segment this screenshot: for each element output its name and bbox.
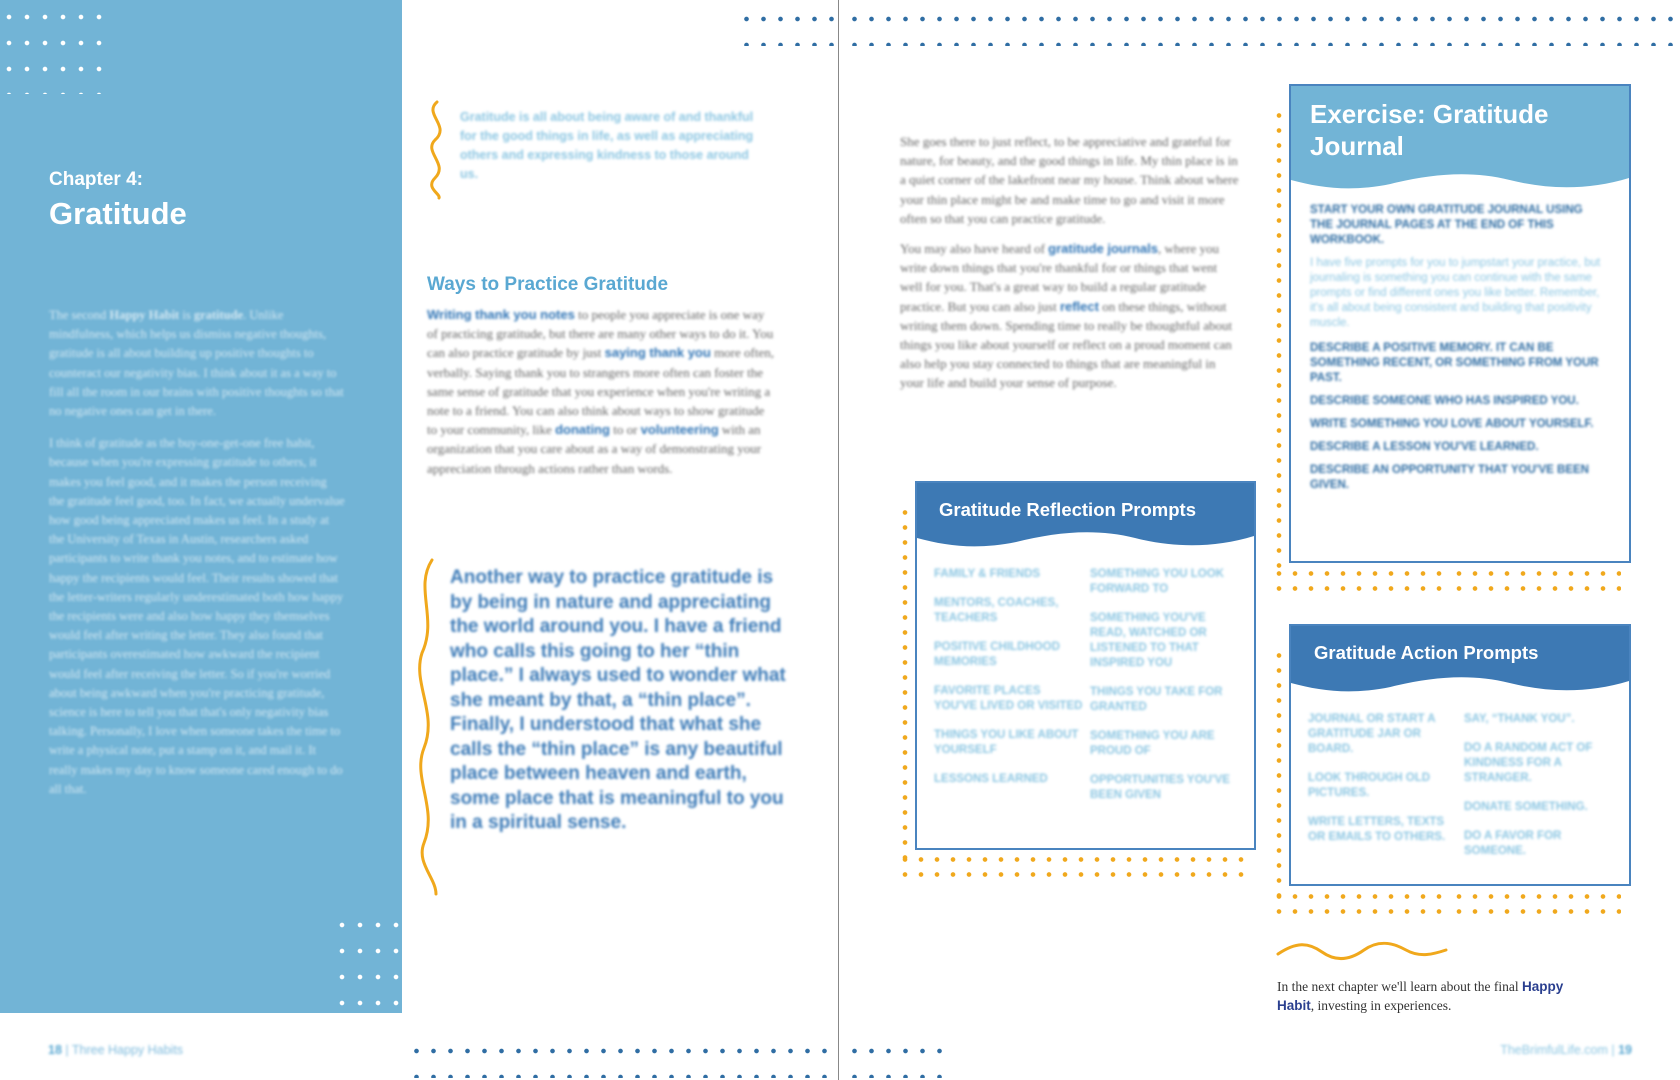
intro-quote: Gratitude is all about being aware of and thankful for the good things in life, as well as appreciating others and expressing kindness to those around us.	[460, 110, 754, 181]
body-paragraph-1: She goes there to just reflect, to be appreciative and grateful for nature, for beauty, and the good things in life. My thin place is in a quiet corner of the lakefront near my house. Think about where your thin place might be and make time to go and visit it more often so that you can practice gratitude.	[900, 134, 1239, 226]
chapter-intro-text	[49, 306, 345, 812]
list-item: OPPORTUNITIES YOU'VE BEEN GIVEN	[1090, 774, 1230, 801]
wave-decoration	[1291, 172, 1629, 190]
squiggle-decoration	[425, 100, 449, 200]
action-prompts-box	[1289, 624, 1631, 886]
pull-quote: Another way to practice gratitude is by being in nature and appreciating the world around you. I have a friend who calls this going to her “thin place.” I always used to wonder what she meant by that, a “thin place”. Finally, I understood that what she calls the “thin place” is any beautiful place between heaven and earth, some place that is meaningful to you in a spiritual sense.	[450, 567, 786, 833]
journal-box-header	[1291, 86, 1629, 173]
action-col-1	[1308, 712, 1458, 859]
orange-dots-bottom-action-2	[1451, 889, 1621, 921]
dot-pattern-top	[0, 4, 108, 94]
list-item: JOURNAL OR START A GRATITUDE JAR OR BOARD.	[1308, 713, 1436, 755]
action-box-header	[1291, 626, 1629, 676]
reflection-col-1	[934, 567, 1084, 801]
page-number: 19	[1618, 1043, 1632, 1057]
list-item: POSITIVE CHILDHOOD MEMORIES	[934, 641, 1060, 668]
orange-dots-bottom-2	[1073, 852, 1249, 884]
page-number: 18	[48, 1043, 62, 1057]
reflection-box-title: Gratitude Reflection Prompts	[939, 499, 1196, 520]
journal-note: I have five prompts for you to jumpstart your practice, but journaling is something you can continue with the same prompts or find different ones you like better. Remember, it's all about being consistent and building that positivity muscle.	[1310, 257, 1601, 329]
list-item: DESCRIBE A LESSON YOU'VE LEARNED.	[1310, 441, 1539, 453]
chapter-label: Chapter 4:	[49, 169, 143, 190]
list-item: THINGS YOU TAKE FOR GRANTED	[1090, 686, 1223, 713]
list-item: THINGS YOU LIKE ABOUT YOURSELF	[934, 729, 1079, 756]
list-item: DO A FAVOR FOR SOMEONE.	[1464, 830, 1562, 857]
list-item: DESCRIBE AN OPPORTUNITY THAT YOU'VE BEEN GIVEN.	[1310, 464, 1589, 491]
reflection-prompts-box	[915, 481, 1256, 850]
orange-dots-left-action	[1271, 648, 1289, 898]
orange-dots-left	[897, 505, 915, 865]
reflection-col-2	[1090, 567, 1240, 817]
list-item: SOMETHING YOU'VE READ, WATCHED OR LISTENED TO THAT INSPIRED YOU	[1090, 612, 1207, 669]
list-item: SOMETHING YOU ARE PROUD OF	[1090, 730, 1215, 757]
list-item: SOMETHING YOU LOOK FORWARD TO	[1090, 568, 1224, 595]
site-name: TheBrimfulLife.com	[1500, 1043, 1608, 1057]
list-item: WRITE SOMETHING YOU LOVE ABOUT YOURSELF.	[1310, 418, 1594, 430]
right-body-text	[900, 132, 1240, 404]
list-item: DESCRIBE A POSITIVE MEMORY. IT CAN BE SOMETHING RECENT, OR SOMETHING FROM YOUR PAST.	[1310, 342, 1599, 384]
orange-dots-bottom-action	[1271, 889, 1451, 921]
journal-content	[1310, 203, 1606, 501]
list-item: WRITE LETTERS, TEXTS OR EMAILS TO OTHERS.	[1308, 816, 1446, 843]
footer-left: 18 | Three Happy Habits	[48, 1043, 184, 1057]
closing-text: In the next chapter we'll learn about the final Happy Habit, investing in experiences.	[1277, 979, 1564, 1013]
list-item: SAY, “THANK YOU”.	[1464, 713, 1575, 725]
list-item: FAVORITE PLACES YOU'VE LIVED OR VISITED	[934, 685, 1083, 712]
journal-box-title: Exercise: Gratitude Journal	[1310, 99, 1549, 161]
orange-dots-bottom-journal	[1271, 566, 1451, 598]
list-item: LOOK THROUGH OLD PICTURES.	[1308, 772, 1431, 799]
squiggle-decoration	[1276, 940, 1448, 962]
action-box-title: Gratitude Action Prompts	[1314, 642, 1539, 663]
squiggle-decoration-long	[414, 558, 440, 898]
body-paragraph-2: You may also have heard of gratitude journals, where you write down things that you're thankful for or things that went well for you. That's a great way to build a regular gratitude practice. But you can also just reflect on these things, without writing them down. Spending time to really be thoughtful about things you like about yourself or reflect on a proud moment can also help you stay connected to things that are meaningful in your life and build your sense of purpose.	[900, 241, 1233, 391]
dot-pattern-footer	[846, 1038, 946, 1078]
section-body: Writing thank you notes to people you appreciate is one way of practicing gratitude, but there are many other ways to do it. You can also practice gratitude by just saying thank you more often, verbally. Saying thank you to strangers more often can foster the same sense of gratitude that you experience when you're writing a note to a friend. You can also think about ways to show gratitude to your community, like donating to or volunteering with an organization that you care about as a way of demonstrating your appreciation through actions rather than words.	[427, 307, 774, 476]
footer-right: TheBrimfulLife.com | 19	[1500, 1043, 1632, 1057]
list-item: FAMILY & FRIENDS	[934, 568, 1041, 580]
dot-pattern-bottom	[333, 912, 403, 1008]
panel-paragraph-1: The second Happy Habit is gratitude. Unlike mindfulness, which helps us dismiss negative thoughts, gratitude is all about building up positive thoughts to counteract our negativity bias. I think about it as a way to fill all the room in our brains with positive thoughts so that no negative ones can get in there.	[49, 308, 344, 419]
list-item: LESSONS LEARNED	[934, 773, 1048, 785]
right-page	[840, 0, 1680, 1080]
book-title: Three Happy Habits	[71, 1043, 184, 1057]
dot-pattern-footer	[408, 1038, 838, 1078]
dot-pattern-top-right	[738, 6, 838, 46]
list-item: MENTORS, COACHES, TEACHERS	[934, 597, 1059, 624]
journal-exercise-box	[1289, 84, 1631, 563]
wave-decoration	[917, 530, 1254, 548]
orange-dots-left-journal	[1271, 108, 1289, 578]
dot-pattern-top	[846, 6, 1680, 46]
journal-intro: START YOUR OWN GRATITUDE JOURNAL USING THE JOURNAL PAGES AT THE END OF THIS WORKBOOK.	[1310, 204, 1583, 246]
orange-dots-bottom	[897, 852, 1073, 884]
left-page	[0, 0, 839, 1080]
wave-decoration	[1291, 675, 1629, 693]
chapter-title: Gratitude	[49, 196, 187, 231]
section-heading: Ways to Practice Gratitude	[427, 274, 669, 295]
orange-dots-bottom-journal-2	[1451, 566, 1621, 598]
action-col-2	[1464, 712, 1614, 873]
reflection-box-header	[917, 483, 1254, 531]
chapter-panel	[0, 0, 402, 1013]
list-item: DO A RANDOM ACT OF KINDNESS FOR A STRANGER.	[1464, 742, 1593, 784]
list-item: DONATE SOMETHING.	[1464, 801, 1588, 813]
panel-paragraph-2: I think of gratitude as the buy-one-get-one free habit, because when you're expressing gratitude to others, it makes you feel good, and it makes the person receiving the gratitude feel good, too. In fact, we actually undervalue how good being appreciated makes us feel. In a study at the University of Texas in Austin, researchers asked participants to write thank you notes, and to estimate how happy the recipients would feel. Their results showed that the letter-writers regularly underestimated both how happy the recipients were and also how happy they themselves would feel after writing the letter. They also found that participants overestimated how awkward the recipient would feel after receiving the letter. So if you're worried about being awkward when you're practicing gratitude, science is here to tell you that that's only negativity bias talking. Personally, I love when someone takes the time to write a physical note, put a stamp on it, and mail it. It really makes my day to know someone cared enough to do all that.	[49, 436, 345, 796]
list-item: DESCRIBE SOMEONE WHO HAS INSPIRED YOU.	[1310, 395, 1579, 407]
